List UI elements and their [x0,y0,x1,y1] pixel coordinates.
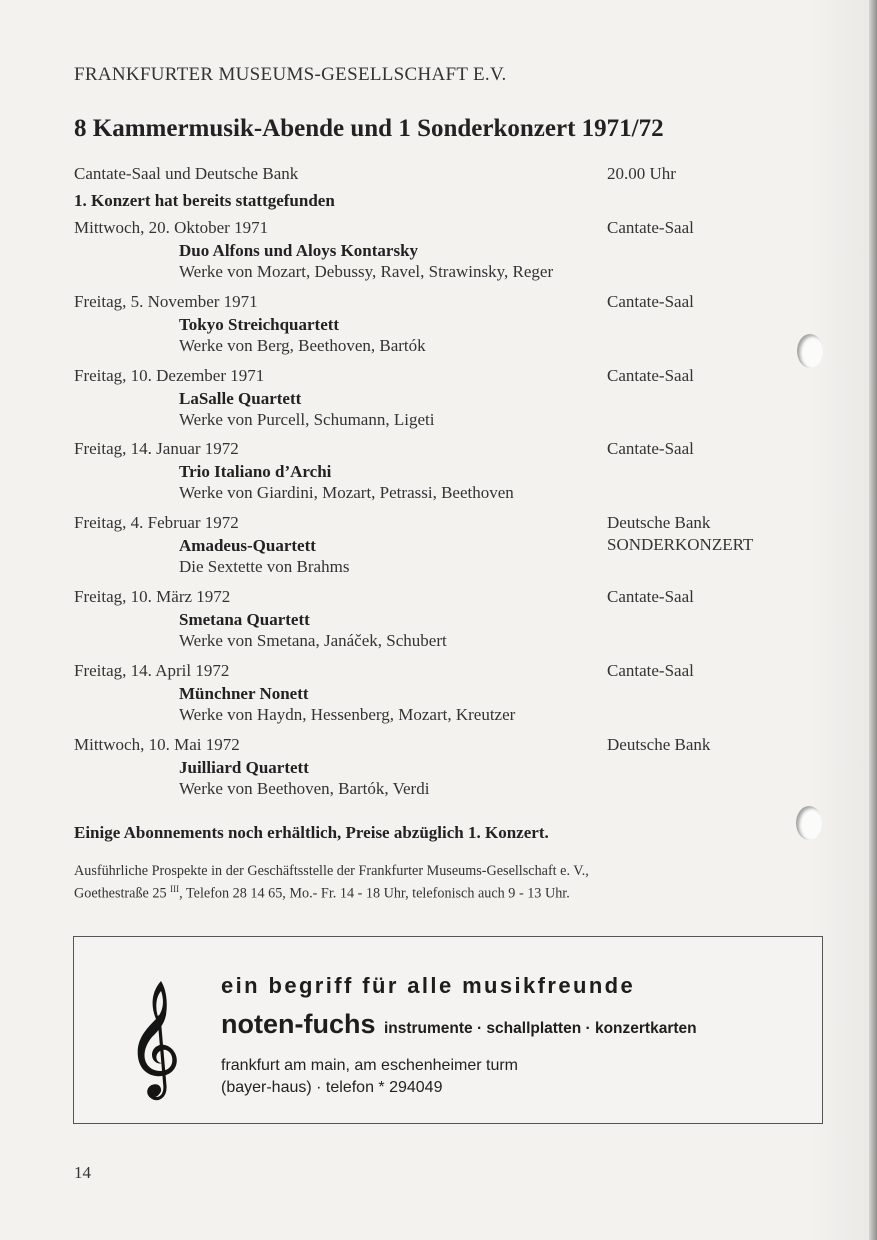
event-venue: Cantate-Saal [607,365,694,385]
event-item [74,366,804,440]
page-number: 14 [74,1163,91,1182]
event-program: Werke von Mozart, Debussy, Ravel, Strawinsky, Reger [179,262,554,281]
event-program: Werke von Smetana, Janáček, Schubert [179,630,447,650]
event-item [74,439,804,513]
info-line-1: Ausführliche Prospekte in der Geschäftsstelle der Frankfurter Museums-Gesellschaft e. V., [74,863,589,879]
info-contact: , Telefon 28 14 65, Mo.- Fr. 14 - 18 Uhr, telefonisch auch 9 - 13 Uhr. [179,885,570,902]
event-ensemble: Duo Alfons und Aloys Kontarsky [179,241,419,260]
event-venue: Deutsche Bank [607,513,711,533]
ad-brand: noten-fuchs [221,1009,376,1039]
event-ensemble: Münchner Nonett [179,683,309,703]
event-venue: Deutsche Bank [607,734,711,754]
ad-address [221,1055,518,1099]
info-text [74,862,589,903]
event-item [74,735,804,809]
event-program: Die Sextette von Brahms [179,557,350,577]
page-title: 8 Kammermusik-Abende und 1 Sonderkonzert 1971/72 [74,115,664,142]
event-ensemble: Smetana Quartett [179,609,310,629]
event-item [74,587,804,661]
event-special-note: SONDERKONZERT [607,535,754,555]
ad-address-line-2: (bayer-haus) · telefon * 294049 [221,1079,443,1096]
event-date: Freitag, 14. April 1972 [74,660,230,680]
event-date: Mittwoch, 10. Mai 1972 [74,734,240,754]
ad-slogan: ein begriff für alle musikfreunde [221,973,636,998]
event-venue: Cantate-Saal [607,291,694,311]
ad-address-line-1: frankfurt am main, am eschenheimer turm [221,1057,518,1074]
subscriptions-note: Einige Abonnements noch erhältlich, Preise abzüglich 1. Konzert. [74,823,549,842]
ad-brand-line [221,1009,697,1040]
intro-venues: Cantate-Saal und Deutsche Bank [74,164,299,183]
event-date: Freitag, 5. November 1971 [74,291,258,311]
event-date: Freitag, 14. Januar 1972 [74,439,239,459]
intro-time: 20.00 Uhr [607,164,676,183]
event-date: Freitag, 4. Februar 1972 [74,513,239,533]
event-program: Werke von Giardini, Mozart, Petrassi, Beethoven [179,483,514,503]
organization-header: FRANKFURTER MUSEUMS-GESELLSCHAFT E.V. [74,64,507,85]
event-venue: Cantate-Saal [607,218,694,237]
intro-venues-row [74,164,794,184]
punch-hole [796,806,822,840]
event-program: Werke von Beethoven, Bartók, Verdi [179,778,430,798]
event-item [74,513,804,587]
first-concert-note: 1. Konzert hat bereits stattgefunden [74,191,335,210]
event-date: Freitag, 10. März 1972 [74,586,231,606]
advertisement-box [73,936,823,1124]
event-program: Werke von Berg, Beethoven, Bartók [179,335,426,355]
event-date: Mittwoch, 20. Oktober 1971 [74,218,269,237]
treble-clef-icon [134,977,184,1107]
event-venue: Cantate-Saal [607,586,694,606]
event-ensemble: Juilliard Quartett [179,757,309,777]
event-item [74,218,804,292]
event-date: Freitag, 10. Dezember 1971 [74,365,265,385]
event-item [74,661,804,735]
event-venue: Cantate-Saal [607,660,694,680]
event-list [74,218,804,808]
event-item [74,292,804,366]
event-ensemble: Amadeus-Quartett [179,536,316,556]
info-street: Goethestraße 25 [74,885,167,902]
event-ensemble: Trio Italiano d’Archi [179,462,332,482]
ad-tagline: instrumente · schallplatten · konzertkarten [383,1020,697,1037]
info-line-2 [74,880,589,903]
info-floor: III [170,884,180,894]
event-ensemble: LaSalle Quartett [179,388,302,408]
event-program: Werke von Haydn, Hessenberg, Mozart, Kreutzer [179,704,516,724]
event-ensemble: Tokyo Streichquartett [179,314,340,334]
page-edge [869,0,877,1240]
event-program: Werke von Purcell, Schumann, Ligeti [179,409,435,429]
event-venue: Cantate-Saal [607,439,694,459]
